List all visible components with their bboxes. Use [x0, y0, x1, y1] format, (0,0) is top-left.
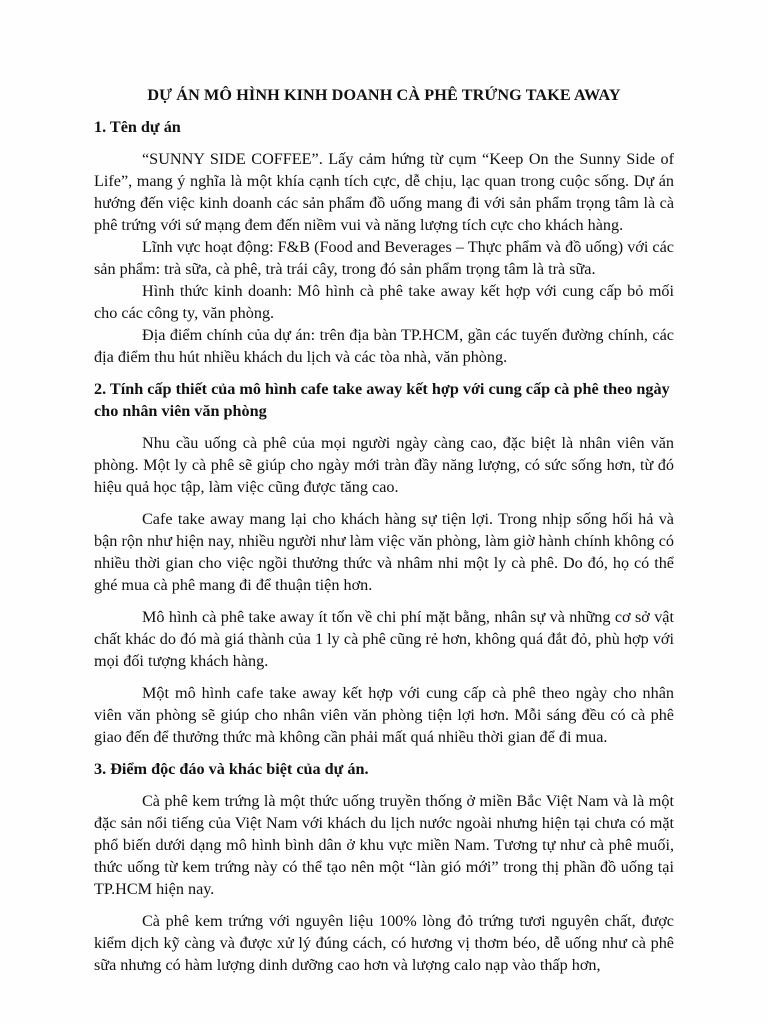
paragraph: Nhu cầu uống cà phê của mọi người ngày càng cao, đặc biệt là nhân viên văn phòng. Một ly cà phê sẽ giúp cho ngày mới tràn đầy năng lượng, có sức sống hơn, từ đó hiệu quả học tập, làm việc cũng được tăng cao.: [94, 434, 674, 496]
paragraph: Một mô hình cafe take away kết hợp với cung cấp cà phê theo ngày cho nhân viên văn phòng sẽ giúp cho nhân viên văn phòng tiện lợi hơn. Mỗi sáng đều có cà phê giao đến để thưởng thức mà không cần phải mất quá nhiều thời gian để đi mua.: [94, 684, 674, 746]
section-heading: 3. Điểm độc đáo và khác biệt của dự án.: [94, 760, 369, 778]
paragraph: Cà phê kem trứng là một thức uống truyền thống ở miền Bắc Việt Nam và là một đặc sản nổi tiếng của Việt Nam với khách du lịch nước ngoài nhưng hiện tại chưa có mặt phổ biến dưới dạng mô hình bình dân ở khu vực miền Nam. Tương tự như cà phê muối, thức uống từ kem trứng này có thể tạo nên một “làn gió mới” trong thị phần đồ uống tại TP.HCM hiện nay.: [94, 792, 674, 898]
paragraph: Địa điểm chính của dự án: trên địa bàn TP.HCM, gần các tuyến đường chính, các địa điểm thu hút nhiều khách du lịch và các tòa nhà, văn phòng.: [94, 326, 674, 366]
section-heading: 2. Tính cấp thiết của mô hình cafe take away kết hợp với cung cấp cà phê theo ngày cho nhân viên văn phòng: [94, 380, 670, 420]
paragraph: Cafe take away mang lại cho khách hàng sự tiện lợi. Trong nhịp sống hối hả và bận rộn như hiện nay, nhiều người như làm việc văn phòng, làm giờ hành chính không có nhiều thời gian cho việc ngồi thưởng thức và nhâm nhi một ly cà phê. Do đó, họ có thể ghé mua cà phê mang đi để thuận tiện hơn.: [94, 510, 674, 594]
paragraph: Lĩnh vực hoạt động: F&B (Food and Beverages – Thực phẩm và đồ uống) với các sản phẩm: trà sữa, cà phê, trà trái cây, trong đó sản phẩm trọng tâm là trà sữa.: [94, 238, 674, 278]
paragraph: Mô hình cà phê take away ít tốn về chi phí mặt bằng, nhân sự và những cơ sở vật chất khác do đó mà giá thành của 1 ly cà phê cũng rẻ hơn, không quá đắt đỏ, phù hợp với mọi đối tượng khách hàng.: [94, 608, 674, 670]
paragraph: “SUNNY SIDE COFFEE”. Lấy cảm hứng từ cụm “Keep On the Sunny Side of Life”, mang ý nghĩa là một khía cạnh tích cực, dễ chịu, lạc quan trong cuộc sống. Dự án hướng đến việc kinh doanh các sản phẩm đồ uống mang đi với sản phẩm trọng tâm là cà phê trứng với sứ mạng đem đến niềm vui và năng lượng tích cực cho khách hàng.: [94, 150, 674, 234]
paragraph: Cà phê kem trứng với nguyên liệu 100% lòng đỏ trứng tươi nguyên chất, được kiểm dịch kỹ càng và được xử lý đúng cách, có hương vị thơm béo, dễ uống như cà phê sữa nhưng có hàm lượng dinh dưỡng cao hơn và lượng calo nạp vào thấp hơn,: [94, 912, 674, 974]
document-title: DỰ ÁN MÔ HÌNH KINH DOANH CÀ PHÊ TRỨNG TAKE AWAY: [147, 86, 621, 104]
section-heading: 1. Tên dự án: [94, 118, 181, 136]
paragraph: Hình thức kinh doanh: Mô hình cà phê take away kết hợp với cung cấp bỏ mối cho các công ty, văn phòng.: [94, 282, 674, 322]
